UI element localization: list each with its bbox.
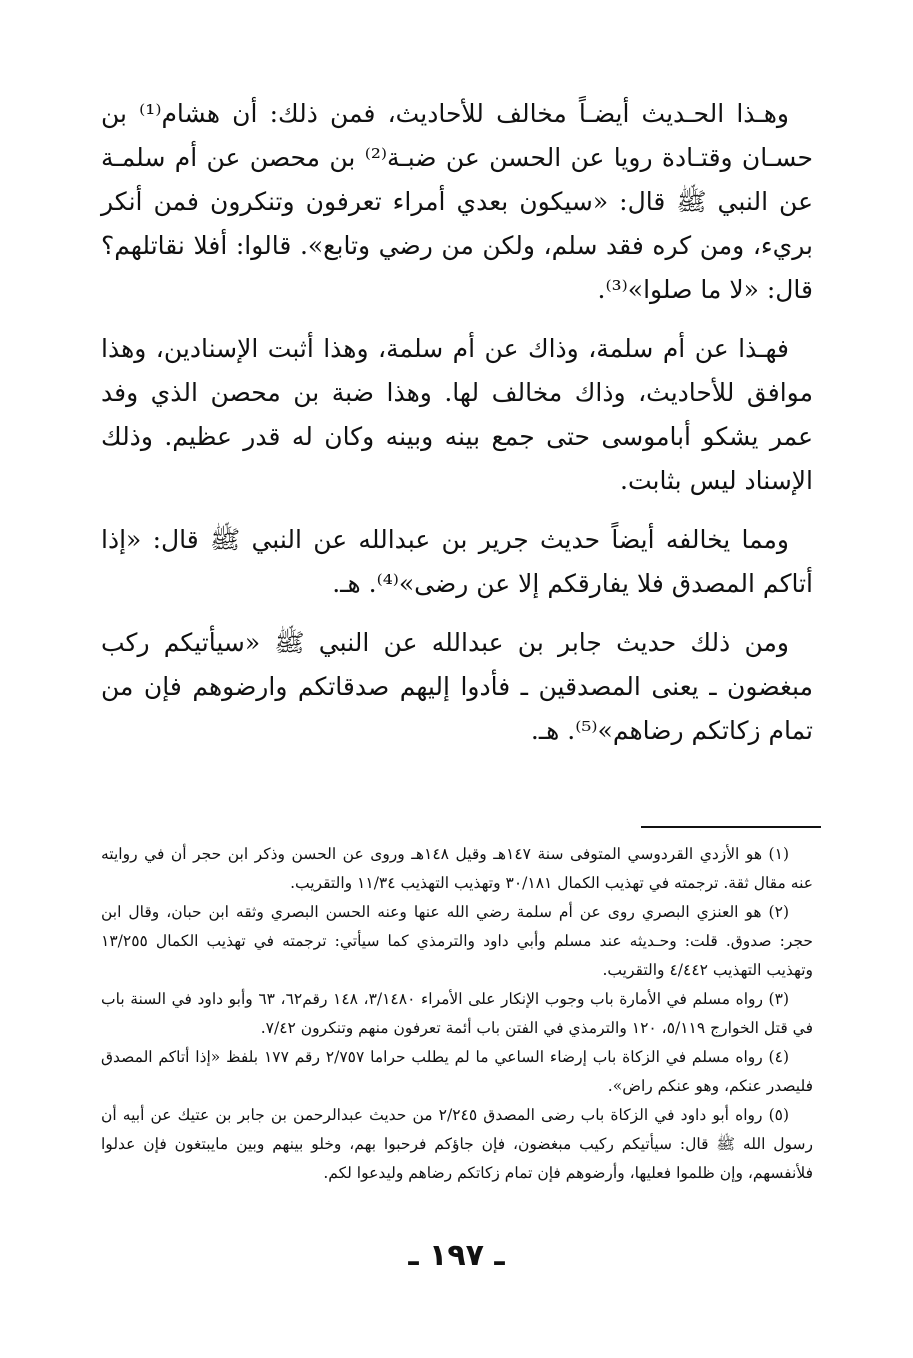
footnote-2: (٢) هو العنزي البصري روى عن أم سلمة رضي الله عنها وعنه الحسن البصري وثقه ابن حبان، وقال ابن حجر: صدوق. قلت: وحـديثه عند مسلم وأبي داود والترمذي كما سيأتي: ترجمته في تهذيب الكمال ١٣/٢٥٥ وتهذيب التهذيب ٤/٤٤٢ والتقريب. — [101, 903, 813, 979]
footnote-4: (٤) رواه مسلم في الزكاة باب إرضاء الساعي ما لم يطلب حراما ٢/٧٥٧ رقم ١٧٧ بلفظ «إذا أتاكم المصدق فليصدر عنكم، وهو عنكم راض». — [101, 1048, 813, 1095]
footnote-5: (٥) رواه أبو داود في الزكاة باب رضى المصدق ٢/٢٤٥ من حديث عبدالرحمن بن جابر بن عتيك عن أبيه أن رسول الله ﷺ قال: سيأتيكم ركيب مبغضون، فإن جاؤكم فرحبوا بهم، وخلو بينهم وبين مايبتغون فإن عدلوا فلأنفسهم، وإن ظلموا فعليها، وأرضوهم فإن تمام زكاتكم رضاهم وليدعوا لكم. — [101, 1106, 813, 1182]
footnote-3: (٣) رواه مسلم في الأمارة باب وجوب الإنكار على الأمراء ٣/١٤٨٠، ١٤٨ رقم٦٢، ٦٣ وأبو داود في السنة باب في قتل الخوارج ٥/١١٩، ١٢٠ والترمذي في الفتن باب أئمة تعرفون منهم وتنكرون ٧/٤٢. — [101, 990, 813, 1037]
footnote-separator — [641, 826, 821, 828]
paragraph-4: ومن ذلك حديث جابر بن عبدالله عن النبي ﷺ «سيأتيكم ركب مبغضون ـ يعنى المصدقين ـ فأدوا إليهم صدقاتكم وارضوهم فإن من تمام زكاتكم رضاهم»⁽⁵⁾. هـ. — [101, 628, 813, 745]
paragraph-1: وهـذا الحـديث أيضـاً مخالف للأحاديث، فمن ذلك: أن هشام⁽¹⁾ بن حسـان وقتـادة رويا عن الحسن عن ضبـة⁽²⁾ بن محصن عن أم سلمـة عن النبي ﷺ قال: «سيكون بعدي أمراء تعرفون وتنكرون فمن أنكر بريء، ومن كره فقد سلم، ولكن من رضي وتابع». قالوا: أفلا نقاتلهم؟ قال: «لا ما صلوا»⁽³⁾. — [101, 99, 814, 304]
footnotes — [101, 840, 813, 1188]
paragraph-3: ومما يخالفه أيضاً حديث جرير بن عبدالله عن النبي ﷺ قال: «إذا أتاكم المصدق فلا يفارقكم إلا عن رضى»⁽⁴⁾. هـ. — [101, 525, 813, 598]
main-text — [101, 92, 813, 753]
paragraph-2: فهـذا عن أم سلمة، وذاك عن أم سلمة، وهذا أثبت الإسنادين، وهذا موافق للأحاديث، وذاك مخالف لها. وهذا ضبة بن محصن الذي وفد عمر يشكو أباموسى حتى جمع بينه وبينه وكان له قدر عظيم. وذلك الإسناد ليس بثابت. — [101, 334, 813, 495]
page-number: ـ ١٩٧ ـ — [408, 1238, 505, 1273]
footnote-1: (١) هو الأزدي القردوسي المتوفى سنة ١٤٧هـ وقيل ١٤٨هـ وروى عن الحسن وذكر ابن حجر أن في روايته عنه مقال ثقة. ترجمته في تهذيب الكمال ٣٠/١٨١ وتهذيب التهذيب ١١/٣٤ والتقريب. — [101, 845, 813, 892]
